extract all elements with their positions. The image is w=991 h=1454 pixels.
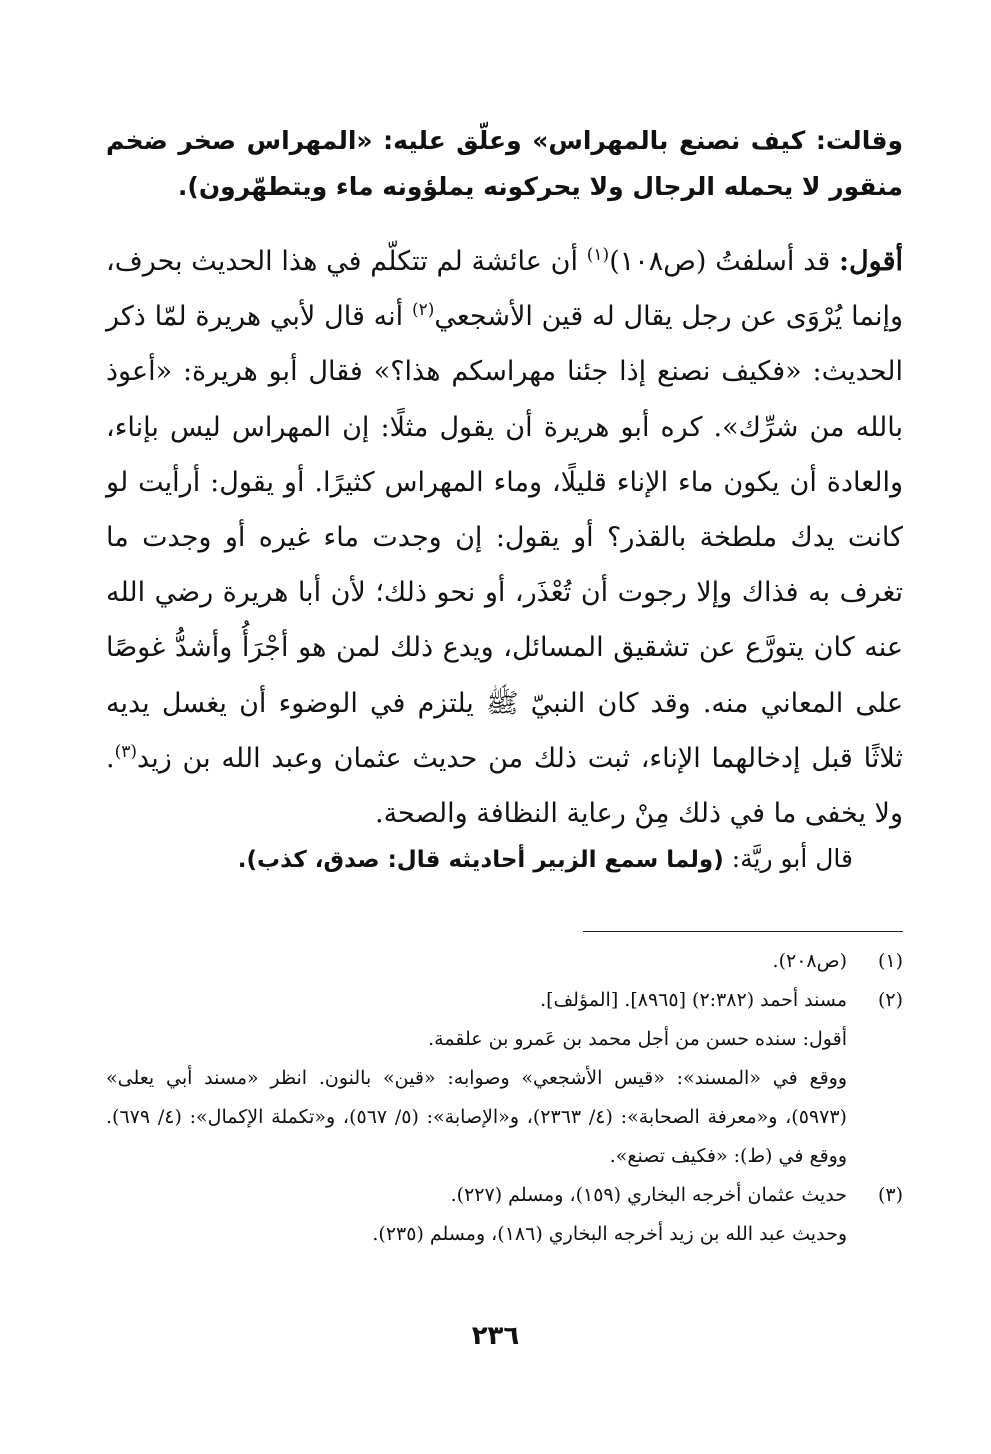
lead-word: أقول: — [839, 246, 903, 277]
page-number: ٢٣٦ — [471, 1321, 520, 1351]
footnote-3-line: وحديث عبد الله بن زيد أخرجه البخاري (١٨٦)، ومسلم (٢٣٥). — [372, 1223, 847, 1245]
footnote-reference-3: (٣) — [114, 741, 138, 762]
footnote-reference-2: (٢) — [411, 300, 435, 321]
footnote-number: (٣) — [877, 1184, 903, 1206]
claim-quote: (ولما سمع الزبير أحاديثه قال: صدق، كذب). — [237, 847, 724, 873]
footnote-1 — [106, 942, 903, 981]
footnote-number: (١) — [877, 950, 903, 972]
claim-prefix: قال أبو ريَّة: — [723, 844, 853, 873]
footnote-2-line: ووقع في «المسند»: «قيس الأشجعي» وصوابه: «قين» بالنون. انظر «مسند أبي يعلى» (٥٩٧٣)، و«معرفة الصحابة»: (٤/ ٢٣٦٣)، و«الإصابة»: (٥/ ٥٦٧)، و«تكملة الإكمال»: (٤/ ٦٧٩). ووقع في (ط): «فكيف تصنع». — [106, 1067, 847, 1167]
footnotes — [106, 942, 903, 1254]
main-text-part-1: قد أسلفتُ (ص١٠٨) — [609, 246, 840, 277]
footnote-text: مسند أحمد (٢:٣٨٢) [٨٩٦٥]. [المؤلف]. — [540, 989, 847, 1011]
footnote-reference-1: (١) — [586, 245, 610, 265]
footnote-2-line: أقول: سنده حسن من أجل محمد بن عَمرو بن علقمة. — [428, 1028, 847, 1050]
quoted-passage-text: وقالت: كيف نصنع بالمهراس» وعلّق عليه: «المهراس صخر ضخم منقور لا يحمله الرجال ولا يحركونه يملؤونه ماء ويتطهّرون). — [106, 126, 903, 201]
main-paragraph-body — [106, 234, 903, 841]
main-text-part-4: . ولا يخفى ما في ذلك مِنْ رعاية النظافة والصحة. — [106, 742, 903, 830]
abu-rayyah-claim — [106, 836, 853, 883]
footnote-separator — [583, 931, 903, 932]
main-paragraph — [106, 234, 903, 841]
main-text-part-3: أنه قال لأبي هريرة لمّا ذكر الحديث: «فكيف نصنع إذا جئنا مهراسكم هذا؟» فقال أبو هريرة: «أعوذ بالله من شرِّك». كره أبو هريرة أن يقول مثلًا: إن المهراس ليس بإناء، والعادة أن يكون ماء الإناء قليلًا، وماء المهراس كثيرًا. أو يقول: أرأيت لو كانت يدك ملطخة بالقذر؟ أو يقول: إن وجدت ماء غيره أو وجدت ما تغرف به فذاك وإلا رجوت أن تُعْذَر، أو نحو ذلك؛ لأن أبا هريرة رضي الله عنه كان يتورَّع عن تشقيق المسائل، ويدع ذلك لمن هو أجْرَأُ وأشدُّ غوصًا على المعاني منه. وقد كان النبيّ ﷺ يلتزم في الوضوء أن يغسل يديه ثلاثًا قبل إدخالهما الإناء، ثبت ذلك من حديث عثمان وعبد الله بن زيد — [106, 301, 903, 774]
footnote-number: (٢) — [877, 989, 903, 1011]
quoted-passage — [106, 118, 903, 210]
footnote-text: حديث عثمان أخرجه البخاري (١٥٩)، ومسلم (٢٢٧). — [450, 1184, 847, 1206]
footnote-3 — [106, 1176, 903, 1215]
footnote-2 — [106, 981, 903, 1020]
main-text-part-2: أن عائشة لم تتكلّم في هذا الحديث بحرف، وإنما يُرْوَى عن رجل يقال له قين الأشجعي — [106, 246, 904, 333]
footnote-text: (ص٢٠٨). — [772, 950, 847, 972]
